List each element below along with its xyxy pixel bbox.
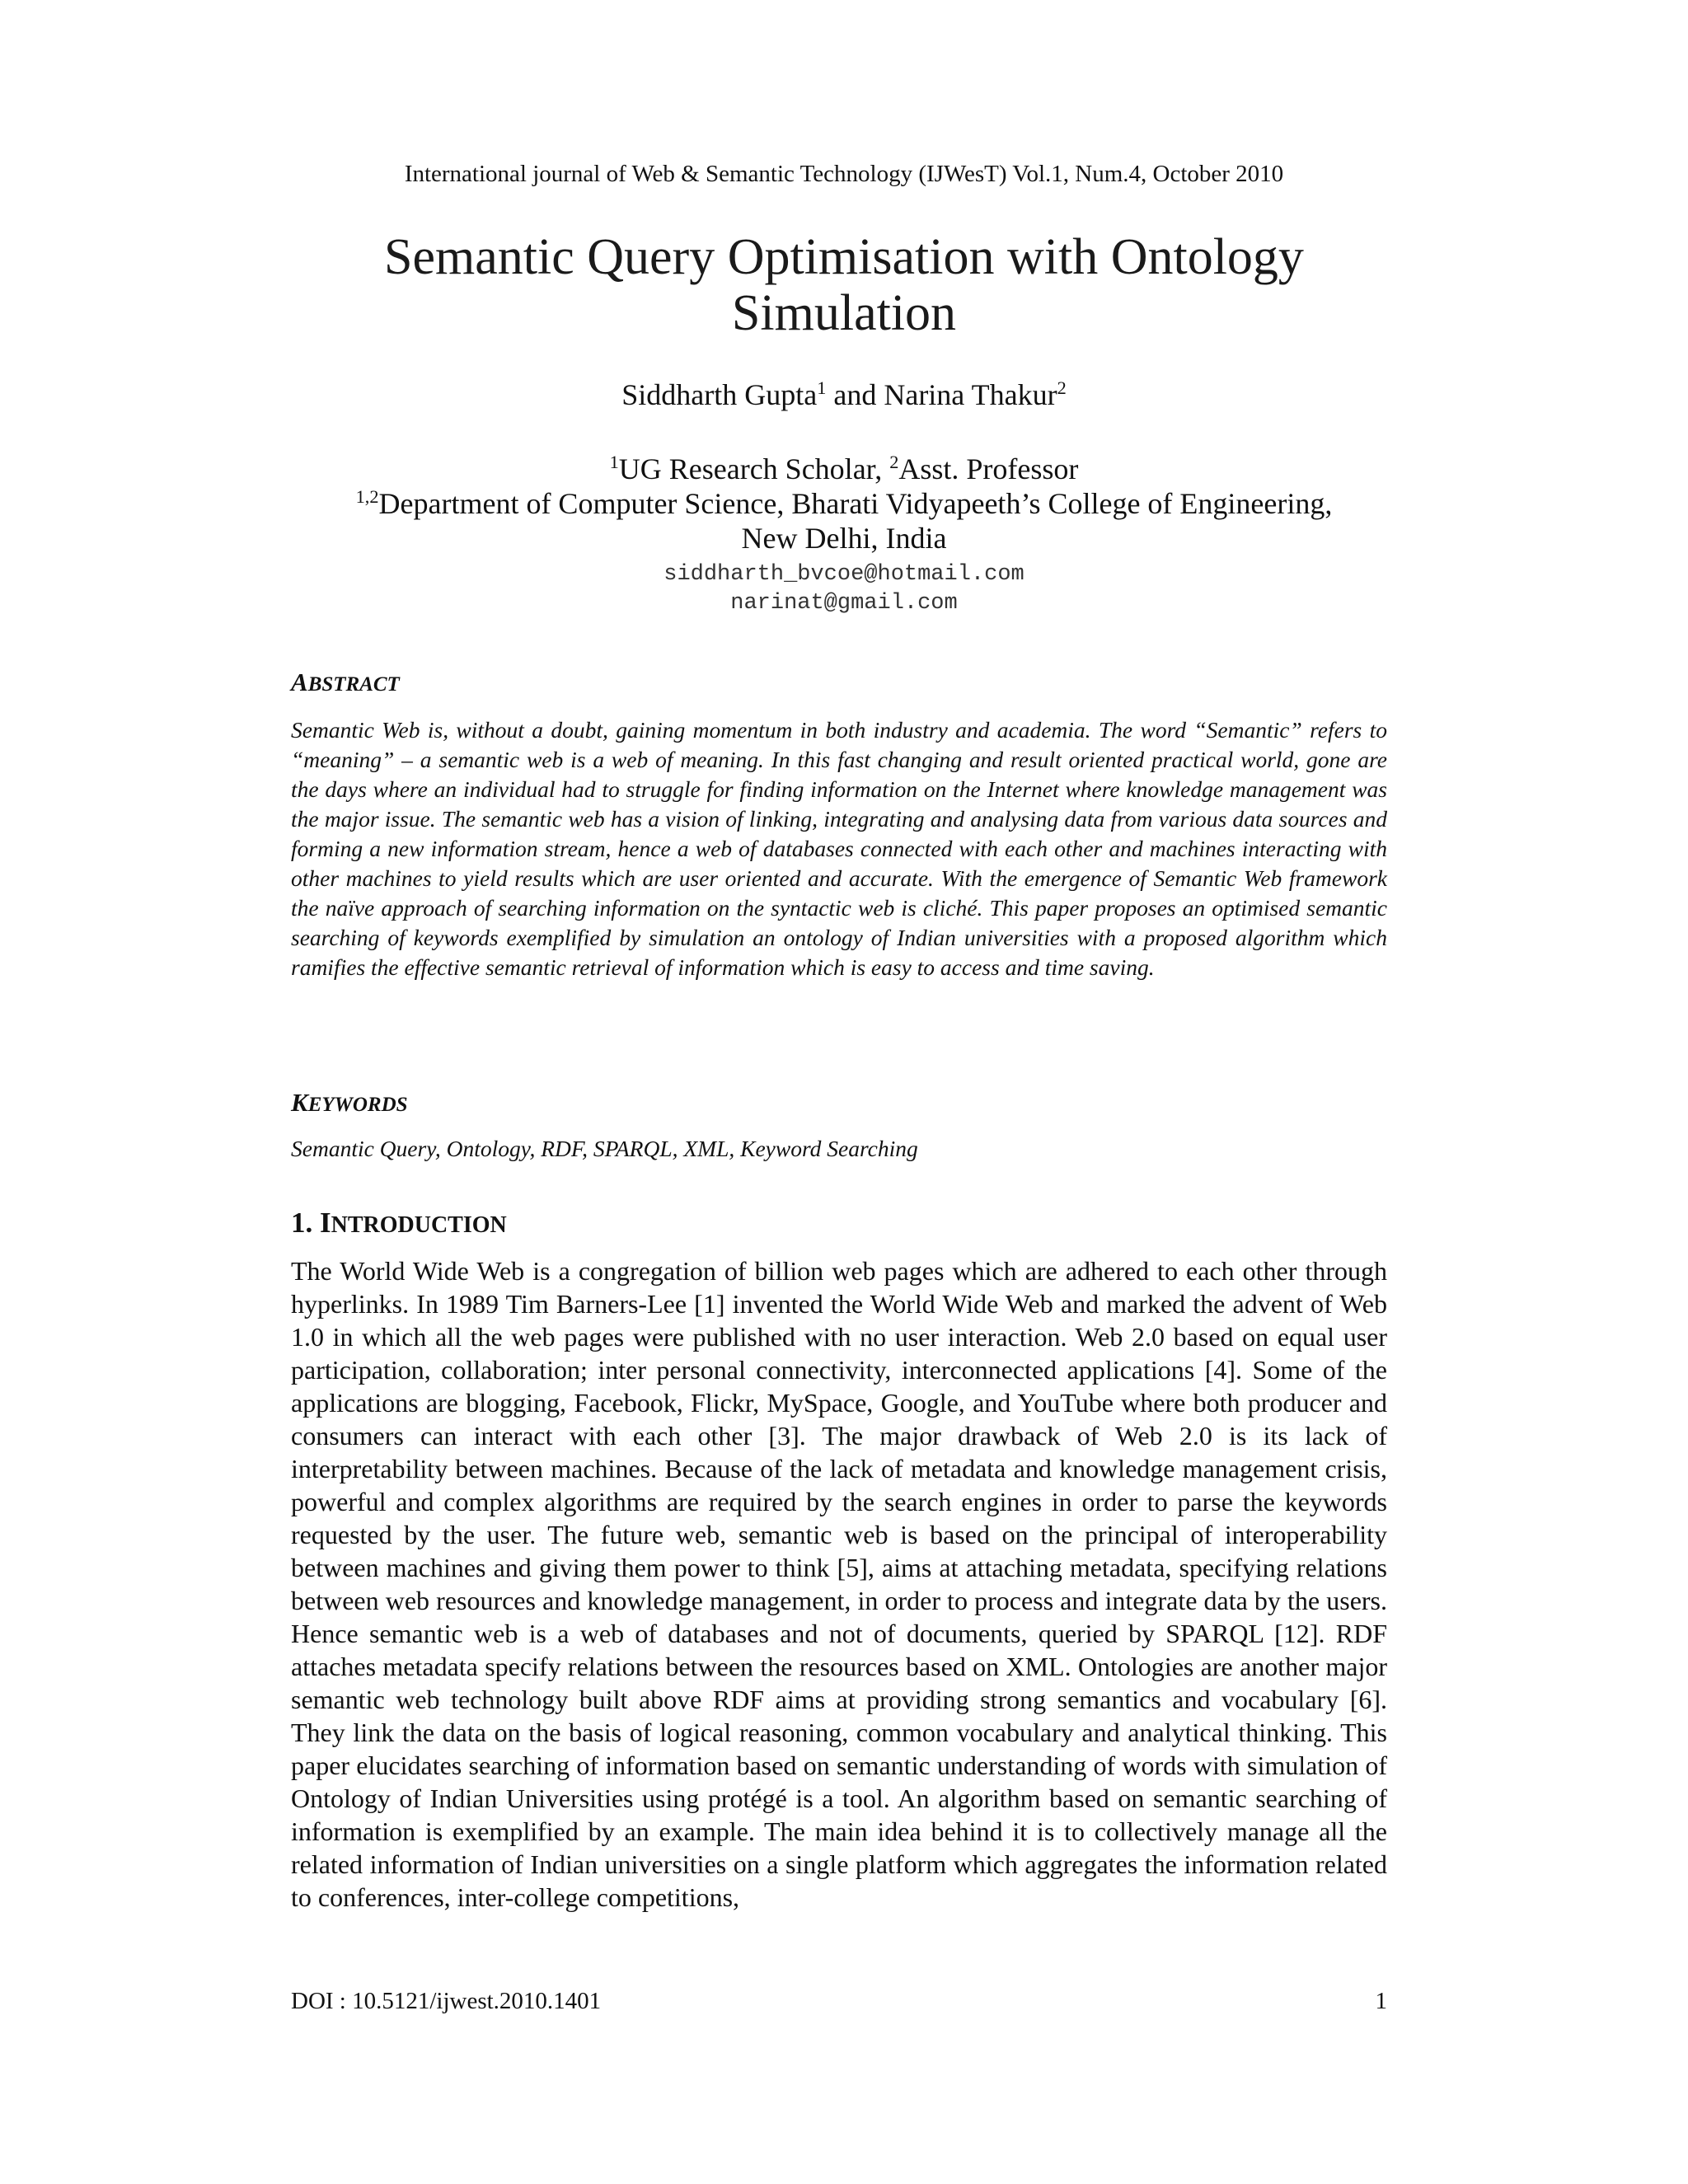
email-address[interactable]: narinat@gmail.com (730, 591, 958, 616)
introduction-heading (291, 1207, 507, 1240)
role-superscript: 2 (889, 452, 899, 472)
running-header: International journal of Web & Semantic Technology (IJWesT) Vol.1, Num.4, October 2010 (404, 161, 1284, 187)
keywords-text: Semantic Query, Ontology, RDF, SPARQL, XML, Keyword Searching (291, 1136, 918, 1161)
department-superscript: 1,2 (355, 486, 379, 507)
abstract-heading (291, 668, 400, 697)
author-name: Siddharth Gupta (621, 378, 818, 411)
role-text: Asst. Professor (898, 452, 1079, 485)
heading-initial: K (291, 1088, 308, 1117)
keywords-heading (291, 1088, 408, 1118)
heading-rest: NTRODUCTION (331, 1212, 507, 1238)
role-text: UG Research Scholar, (618, 452, 890, 485)
heading-initial: I (320, 1207, 331, 1239)
section-number: 1. (291, 1207, 320, 1239)
doi-footer: DOI : 10.5121/ijwest.2010.1401 (291, 1988, 602, 2014)
page-number: 1 (1375, 1988, 1387, 2014)
author-conjunction: and (826, 378, 884, 411)
heading-rest: BSTRACT (307, 673, 400, 696)
author-superscript: 2 (1057, 377, 1067, 398)
introduction-text: The World Wide Web is a congregation of billion web pages which are adhered to each other through hyperlinks. In 1989 Tim Barners-Lee [1] invented the World Wide Web and marked the advent of Web 1.0 in which all the web pages were published with no user interaction. Web 2.0 based on equal user participation, collaboration; inter personal connectivity, interconnected applications [4]. Some of the applications are blogging, Facebook, Flickr, MySpace, Google, and YouTube where both producer and consumers can interact with each other [3]. The major drawback of Web 2.0 is its lack of interpretability between machines. Because of the lack of metadata and knowledge management crisis, powerful and complex algorithms are required by the search engines in order to parse the keywords requested by the user. The future web, semantic web is based on the principal of interoperability between machines and giving them power to think [5], aims at attaching metadata, specifying relations between web resources and knowledge management, in order to process and integrate data by the users. Hence semantic web is a web of databases and not of documents, queried by SPARQL [12]. RDF attaches metadata specify relations between the resources based on XML. Ontologies are another major semantic web technology built above RDF aims at providing strong semantics and vocabulary [6]. They link the data on the basis of logical reasoning, common vocabulary and analytical thinking. This paper elucidates searching of information based on semantic understanding of words with simulation of Ontology of Indian Universities using protégé is a tool. An algorithm based on semantic searching of information is exemplified by an example. The main idea behind it is to collectively manage all the related information of Indian universities on a single platform which aggregates the information related to conferences, inter-college competitions, (291, 1256, 1387, 1912)
affiliation-block (0, 452, 1688, 555)
email-list (0, 560, 1688, 618)
author-list (0, 377, 1688, 412)
abstract-text: Semantic Web is, without a doubt, gaining momentum in both industry and academia. The word “Semantic” refers to “meaning” – a semantic web is a web of meaning. In this fast changing and result oriented practical world, gone are the days where an individual had to struggle for finding information on the Internet where knowledge management was the major issue. The semantic web has a vision of linking, integrating and analysing data from various data sources and forming a new information stream, hence a web of databases connected with each other and machines interacting with other machines to yield results which are user oriented and accurate. With the emergence of Semantic Web framework the naïve approach of searching information on the syntactic web is cliché. This paper proposes an optimised semantic searching of keywords exemplified by simulation an ontology of Indian universities with a proposed algorithm which ramifies the effective semantic retrieval of information which is easy to access and time saving. (291, 717, 1387, 980)
department-text: Department of Computer Science, Bharati Vidyapeeth’s College of Engineering, (378, 487, 1333, 520)
paper-title (0, 229, 1688, 341)
author-superscript: 1 (817, 377, 827, 398)
author-roles (0, 452, 1688, 486)
role-superscript: 1 (609, 452, 619, 472)
title-line-2: Simulation (731, 285, 957, 341)
email-address[interactable]: siddharth_bvcoe@hotmail.com (663, 562, 1025, 587)
city: New Delhi, India (741, 522, 947, 555)
heading-rest: EYWORDS (307, 1094, 408, 1116)
author-name: Narina Thakur (884, 378, 1057, 411)
heading-initial: A (291, 668, 308, 696)
title-line-1: Semantic Query Optimisation with Ontology (384, 229, 1304, 285)
department (0, 486, 1688, 521)
